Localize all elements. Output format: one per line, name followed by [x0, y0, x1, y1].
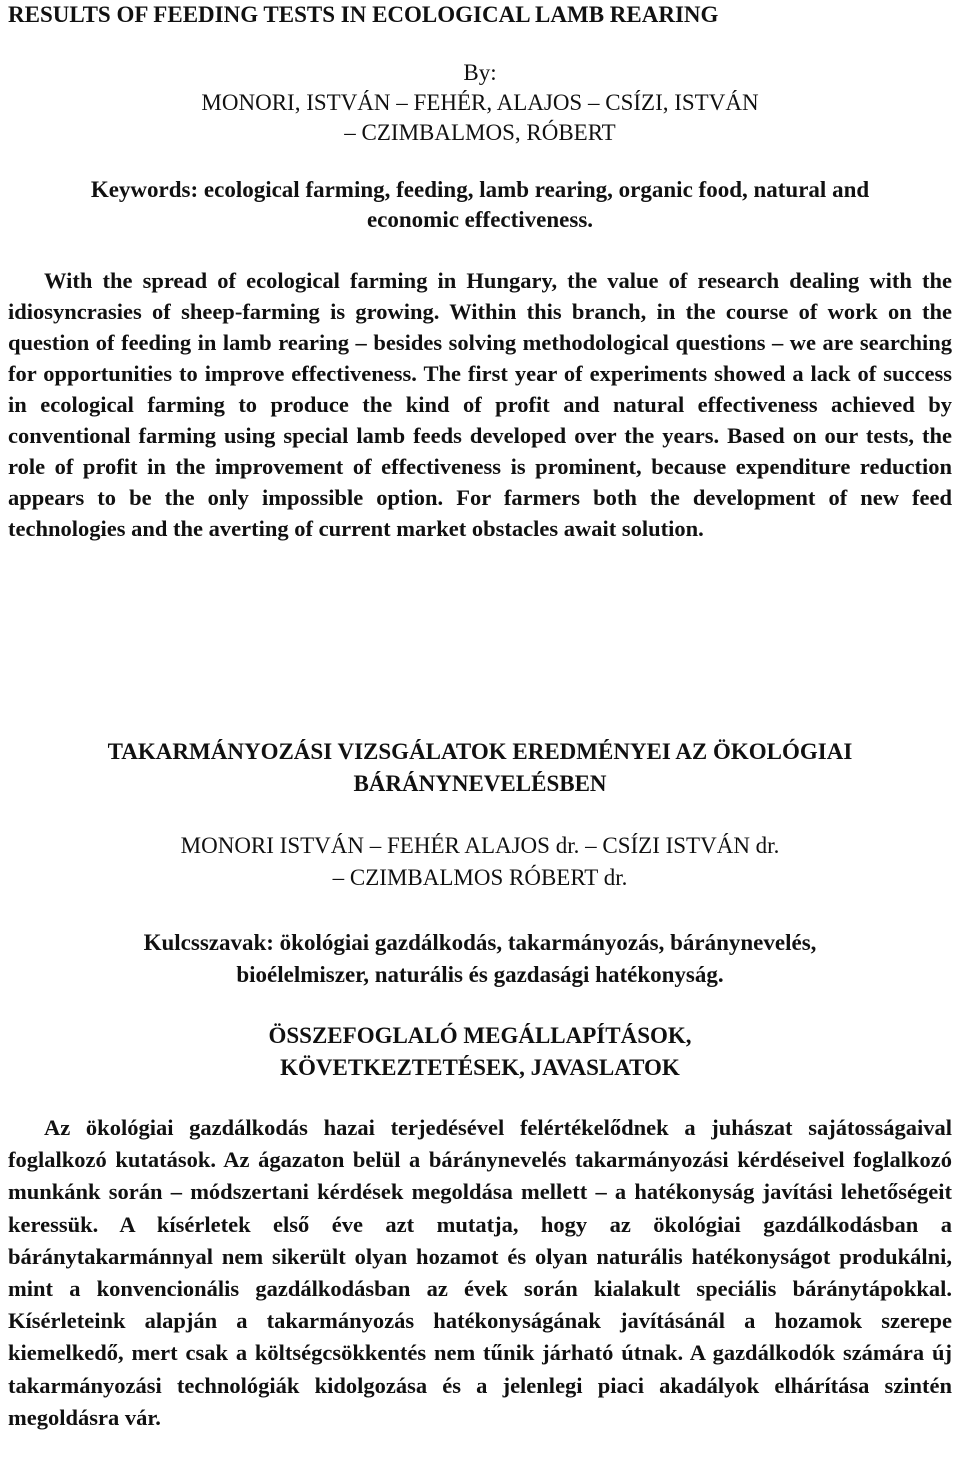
hungarian-authors-line-2: – CZIMBALMOS RÓBERT dr.: [332, 865, 628, 890]
hungarian-keywords-line-2: bioélelmiszer, naturális és gazdasági hatékonyság.: [236, 962, 724, 987]
english-keywords: [8, 175, 952, 235]
english-abstract: With the spread of ecological farming in Hungary, the value of research dealing with the idiosyncrasies of sheep-farming is growing. Within this branch, in the course of work on the question of feeding in lamb rearing – besides solving methodological questions – we are searching for opportunities to improve effectiveness. The first year of experiments showed a lack of success in ecological farming to produce the kind of profit and natural effectiveness achieved by conventional farming using special lamb feeds developed over the years. Based on our tests, the role of profit in the improvement of effectiveness is prominent, because expenditure reduction appears to be the only impossible option. For farmers both the development of new feed technologies and the averting of current market obstacles await solution.: [8, 268, 952, 541]
english-title: RESULTS OF FEEDING TESTS IN ECOLOGICAL LAMB REARING: [8, 2, 719, 27]
hungarian-abstract: Az ökológiai gazdálkodás hazai terjedésével felértékelődnek a juhászat sajátosságaival foglalkozó kutatások. Az ágazaton belül a báránynevelés takarmányozási kérdéseivel foglalkozó munkánk során – módszertani kérdések megoldása mellett – a hatékonyság javítási lehetőségeit keressük. A kísérletek első éve azt mutatja, hogy az ökológiai gazdálkodásban a báránytakarmánnyal nem sikerült olyan hozamot és olyan naturális hatékonyságot produkálni, mint a konvencionális gazdálkodásban az évek során kialakult speciális báránytápokkal. Kísérleteink alapján a takarmányozás hatékonyságának javításánál a hozamok szerepe kiemelkedő, mert csak a költségcsökkentés nem tűnik járható útnak. A gazdálkodók számára új takarmányozási technológiák kidolgozása és a jelenlegi piaci akadályok elhárítása szintén megoldásra vár.: [8, 1115, 952, 1430]
summary-heading-line-1: ÖSSZEFOGLALÓ MEGÁLLAPÍTÁSOK,: [268, 1023, 692, 1048]
hungarian-keywords-line-1: Kulcsszavak: ökológiai gazdálkodás, takarmányozás, báránynevelés,: [143, 930, 817, 955]
english-authors-line-1: MONORI, ISTVÁN – FEHÉR, ALAJOS – CSÍZI, ISTVÁN: [201, 90, 759, 115]
hungarian-authors-line-1: MONORI ISTVÁN – FEHÉR ALAJOS dr. – CSÍZI ISTVÁN dr.: [180, 833, 780, 858]
hungarian-authors: [8, 830, 952, 894]
summary-heading-line-2: KÖVETKEZTETÉSEK, JAVASLATOK: [280, 1055, 680, 1080]
english-keywords-line-1: Keywords: ecological farming, feeding, lamb rearing, organic food, natural and: [90, 177, 870, 202]
summary-heading: [8, 1020, 952, 1084]
by-label: By:: [463, 60, 497, 85]
hungarian-keywords: [8, 927, 952, 991]
english-keywords-line-2: economic effectiveness.: [366, 207, 594, 232]
english-byline: [8, 58, 952, 148]
hungarian-title: [8, 736, 952, 800]
hungarian-title-line-2: BÁRÁNYNEVELÉSBEN: [353, 771, 607, 796]
hungarian-title-line-1: TAKARMÁNYOZÁSI VIZSGÁLATOK EREDMÉNYEI AZ ÖKOLÓGIAI: [107, 739, 853, 764]
english-authors-line-2: – CZIMBALMOS, RÓBERT: [344, 120, 616, 145]
